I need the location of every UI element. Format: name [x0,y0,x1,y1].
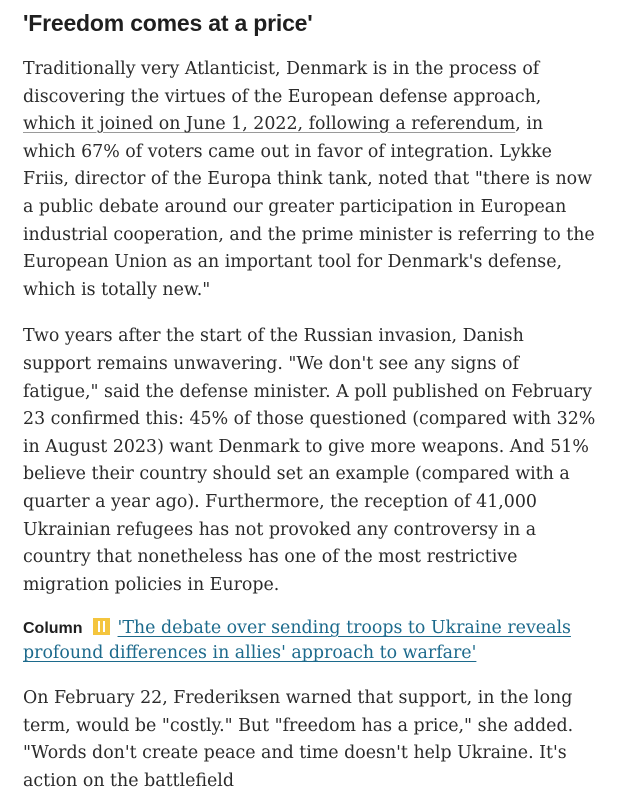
paragraph-3: On February 22, Frederiksen warned that support, in the long term, would be "costly." But "freedom has a price," she added. "Words don't create peace and time doesn't help Ukraine. It's action on the battlefield [23,688,574,792]
paragraph-1-text-end: , in which 67% of voters came out in favor of integration. Lykke Friis, director of the Europa think tank, noted that "there is now a public debate around our greater participation in European industrial cooperation, and the prime minister is referring to the European Union as an important tool for Denmark's defense, which is totally new." [23,114,595,300]
paragraph-1-text-start: Traditionally very Atlanticist, Denmark is in the process of discovering the virtues of the European defense approach, [23,59,542,107]
column-icon [93,618,110,635]
paragraph-2: Two years after the start of the Russian invasion, Danish support remains unwavering. "We don't see any signs of fatigue," said the defense minister. A poll published on February 23 confirmed this: 45% of those questioned (compared with 32% in August 2023) want Denmark to give more weapons. And 51% believe their country should set an example (compared with a quarter a year ago). Furthermore, the reception of 41,000 Ukrainian refugees has not provoked any controversy in a country that nonetheless has one of the most restrictive migration policies in Europe. [23,326,596,595]
referendum-link[interactable]: which it joined on June 1, 2022, following a referendum [23,114,516,135]
related-column [23,616,597,666]
related-label: Column [23,620,83,638]
paragraph-1 [23,56,597,304]
section-heading: 'Freedom comes at a price' [23,10,313,36]
article-body [0,6,619,796]
related-column-link[interactable]: 'The debate over sending troops to Ukraine reveals profound differences in allies' approach to warfare' [23,618,571,664]
